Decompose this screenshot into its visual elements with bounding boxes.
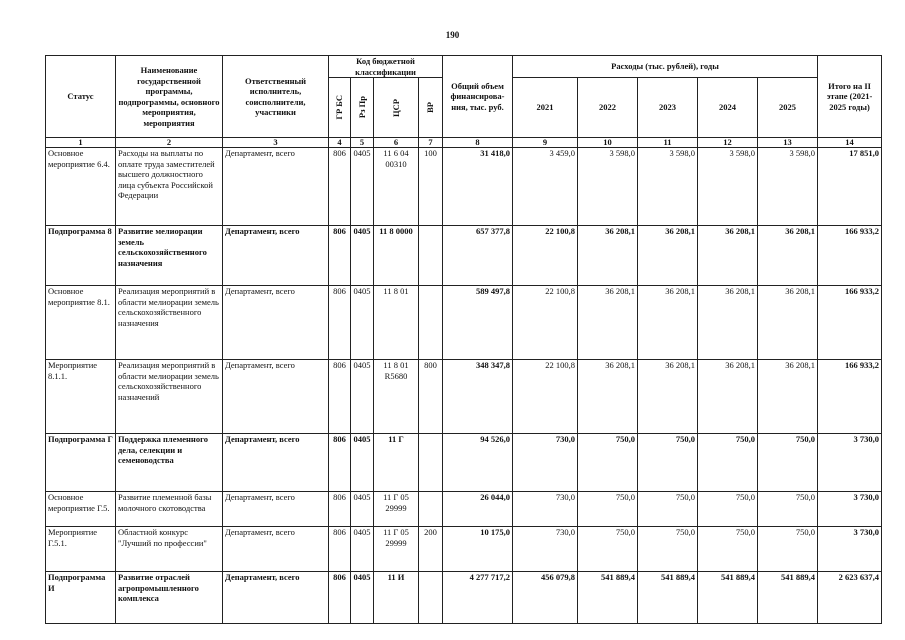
column-number: 11 <box>638 138 698 148</box>
row-responsible: Департамент, всего <box>223 360 329 434</box>
row-total: 26 044,0 <box>443 492 513 527</box>
row-vr <box>419 492 443 527</box>
row-stage-total: 166 933,2 <box>818 360 882 434</box>
row-2023: 750,0 <box>638 434 698 492</box>
row-csr: 11 Г 05 29999 <box>374 492 419 527</box>
row-name: Развитие отраслей агропромышленного комплекса <box>116 572 223 624</box>
row-grbs: 806 <box>329 527 351 572</box>
table-row <box>46 434 882 492</box>
row-2024: 750,0 <box>698 527 758 572</box>
row-rzpr: 0405 <box>351 148 374 226</box>
header-csr-label: ЦСР <box>390 98 401 117</box>
row-2021: 730,0 <box>513 527 578 572</box>
row-vr <box>419 286 443 360</box>
header-year-2021: 2021 <box>513 78 578 138</box>
row-2023: 36 208,1 <box>638 360 698 434</box>
row-2025: 36 208,1 <box>758 226 818 286</box>
header-status: Статус <box>46 56 116 138</box>
column-number: 1 <box>46 138 116 148</box>
row-2024: 750,0 <box>698 492 758 527</box>
column-number: 9 <box>513 138 578 148</box>
row-stage-total: 3 730,0 <box>818 527 882 572</box>
row-2024: 36 208,1 <box>698 360 758 434</box>
row-total: 31 418,0 <box>443 148 513 226</box>
row-stage-total: 3 730,0 <box>818 434 882 492</box>
row-2022: 750,0 <box>578 492 638 527</box>
row-2023: 3 598,0 <box>638 148 698 226</box>
table-row <box>46 572 882 624</box>
row-2023: 36 208,1 <box>638 286 698 360</box>
header-csr <box>374 78 419 138</box>
page-number: 190 <box>445 30 460 40</box>
row-responsible: Департамент, всего <box>223 572 329 624</box>
row-2024: 3 598,0 <box>698 148 758 226</box>
row-vr: 800 <box>419 360 443 434</box>
row-2021: 730,0 <box>513 492 578 527</box>
row-stage-total: 2 623 637,4 <box>818 572 882 624</box>
row-stage-total: 166 933,2 <box>818 286 882 360</box>
row-csr: 11 8 0000 <box>374 226 419 286</box>
budget-table <box>45 55 882 624</box>
header-budget-code: Код бюджетной классификации <box>329 56 443 78</box>
row-name: Развитие мелиорации земель сельскохозяйственного назначения <box>116 226 223 286</box>
row-name: Развитие племенной базы молочного скотоводства <box>116 492 223 527</box>
header-rzpr <box>351 78 374 138</box>
row-total: 4 277 717,2 <box>443 572 513 624</box>
row-name: Областной конкурс "Лучший по профессии" <box>116 527 223 572</box>
row-status: Подпрограмма 8 <box>46 226 116 286</box>
row-grbs: 806 <box>329 286 351 360</box>
header-stage-total: Итого на II этапе (2021-2025 годы) <box>818 56 882 138</box>
header-expenses: Расходы (тыс. рублей), годы <box>513 56 818 78</box>
column-number-row <box>46 138 882 148</box>
row-csr: 11 Г 05 29999 <box>374 527 419 572</box>
row-status: Мероприятие 8.1.1. <box>46 360 116 434</box>
row-2025: 750,0 <box>758 492 818 527</box>
row-total: 348 347,8 <box>443 360 513 434</box>
row-responsible: Департамент, всего <box>223 148 329 226</box>
row-2021: 3 459,0 <box>513 148 578 226</box>
row-2022: 750,0 <box>578 434 638 492</box>
row-2021: 456 079,8 <box>513 572 578 624</box>
row-2023: 36 208,1 <box>638 226 698 286</box>
row-2025: 750,0 <box>758 434 818 492</box>
row-total: 94 526,0 <box>443 434 513 492</box>
row-rzpr: 0405 <box>351 572 374 624</box>
header-year-2022: 2022 <box>578 78 638 138</box>
header-grbs-label: ГР БС <box>334 95 345 120</box>
row-2025: 36 208,1 <box>758 286 818 360</box>
row-2025: 750,0 <box>758 527 818 572</box>
row-rzpr: 0405 <box>351 286 374 360</box>
column-number: 14 <box>818 138 882 148</box>
column-number: 5 <box>351 138 374 148</box>
row-2022: 36 208,1 <box>578 286 638 360</box>
row-grbs: 806 <box>329 360 351 434</box>
row-csr: 11 8 01 R5680 <box>374 360 419 434</box>
row-2021: 22 100,8 <box>513 226 578 286</box>
table-row <box>46 286 882 360</box>
row-2023: 750,0 <box>638 492 698 527</box>
row-rzpr: 0405 <box>351 492 374 527</box>
row-rzpr: 0405 <box>351 226 374 286</box>
row-2023: 750,0 <box>638 527 698 572</box>
row-2022: 3 598,0 <box>578 148 638 226</box>
row-name: Расходы на выплаты по оплате труда заместителей высшего должностного лица субъекта Российской Федерации <box>116 148 223 226</box>
row-rzpr: 0405 <box>351 527 374 572</box>
row-grbs: 806 <box>329 148 351 226</box>
header-responsible: Ответственный исполнитель, соисполнители, участники <box>223 56 329 138</box>
row-2022: 750,0 <box>578 527 638 572</box>
row-name: Реализация мероприятий в области мелиорации земель сельскохозяйственного назначений <box>116 360 223 434</box>
row-responsible: Департамент, всего <box>223 492 329 527</box>
row-stage-total: 166 933,2 <box>818 226 882 286</box>
row-2025: 36 208,1 <box>758 360 818 434</box>
header-name: Наименование государственной программы, подпрограммы, основного мероприятия, мероприятия <box>116 56 223 138</box>
row-csr: 11 Г <box>374 434 419 492</box>
row-vr: 100 <box>419 148 443 226</box>
row-stage-total: 3 730,0 <box>818 492 882 527</box>
row-2024: 36 208,1 <box>698 226 758 286</box>
row-vr <box>419 226 443 286</box>
row-stage-total: 17 851,0 <box>818 148 882 226</box>
row-responsible: Департамент, всего <box>223 226 329 286</box>
row-total: 589 497,8 <box>443 286 513 360</box>
header-grbs <box>329 78 351 138</box>
table-row <box>46 226 882 286</box>
row-2025: 541 889,4 <box>758 572 818 624</box>
row-responsible: Департамент, всего <box>223 286 329 360</box>
row-2021: 22 100,8 <box>513 360 578 434</box>
row-name: Реализация мероприятий в области мелиорации земель сельскохозяйственного назначения <box>116 286 223 360</box>
header-vr-label: ВР <box>425 102 436 113</box>
row-2021: 730,0 <box>513 434 578 492</box>
row-2022: 541 889,4 <box>578 572 638 624</box>
row-vr <box>419 572 443 624</box>
table-row <box>46 492 882 527</box>
row-rzpr: 0405 <box>351 434 374 492</box>
column-number: 7 <box>419 138 443 148</box>
row-2023: 541 889,4 <box>638 572 698 624</box>
row-status: Подпрограмма Г <box>46 434 116 492</box>
row-2022: 36 208,1 <box>578 226 638 286</box>
column-number: 10 <box>578 138 638 148</box>
header-year-2025: 2025 <box>758 78 818 138</box>
row-2022: 36 208,1 <box>578 360 638 434</box>
row-grbs: 806 <box>329 492 351 527</box>
row-2024: 541 889,4 <box>698 572 758 624</box>
header-vr <box>419 78 443 138</box>
row-csr: 11 8 01 <box>374 286 419 360</box>
row-2024: 750,0 <box>698 434 758 492</box>
column-number: 13 <box>758 138 818 148</box>
column-number: 2 <box>116 138 223 148</box>
row-2024: 36 208,1 <box>698 286 758 360</box>
table-row <box>46 360 882 434</box>
row-csr: 11 6 04 00310 <box>374 148 419 226</box>
row-grbs: 806 <box>329 572 351 624</box>
header-year-2024: 2024 <box>698 78 758 138</box>
table-row <box>46 148 882 226</box>
row-vr: 200 <box>419 527 443 572</box>
row-total: 657 377,8 <box>443 226 513 286</box>
header-total-financing: Общий объем финансирова-ния, тыс. руб. <box>443 56 513 138</box>
column-number: 8 <box>443 138 513 148</box>
row-csr: 11 И <box>374 572 419 624</box>
row-status: Основное мероприятие Г.5. <box>46 492 116 527</box>
row-grbs: 806 <box>329 226 351 286</box>
row-name: Поддержка племенного дела, селекции и семеноводства <box>116 434 223 492</box>
row-status: Основное мероприятие 8.1. <box>46 286 116 360</box>
row-rzpr: 0405 <box>351 360 374 434</box>
row-vr <box>419 434 443 492</box>
row-total: 10 175,0 <box>443 527 513 572</box>
table-row <box>46 527 882 572</box>
header-year-2023: 2023 <box>638 78 698 138</box>
column-number: 12 <box>698 138 758 148</box>
header-rzpr-label: Рз Пр <box>356 96 367 119</box>
row-responsible: Департамент, всего <box>223 434 329 492</box>
column-number: 4 <box>329 138 351 148</box>
row-status: Основное мероприятие 6.4. <box>46 148 116 226</box>
row-status: Подпрограмма И <box>46 572 116 624</box>
column-number: 6 <box>374 138 419 148</box>
row-grbs: 806 <box>329 434 351 492</box>
row-2021: 22 100,8 <box>513 286 578 360</box>
row-2025: 3 598,0 <box>758 148 818 226</box>
column-number: 3 <box>223 138 329 148</box>
row-responsible: Департамент, всего <box>223 527 329 572</box>
row-status: Мероприятие Г.5.1. <box>46 527 116 572</box>
